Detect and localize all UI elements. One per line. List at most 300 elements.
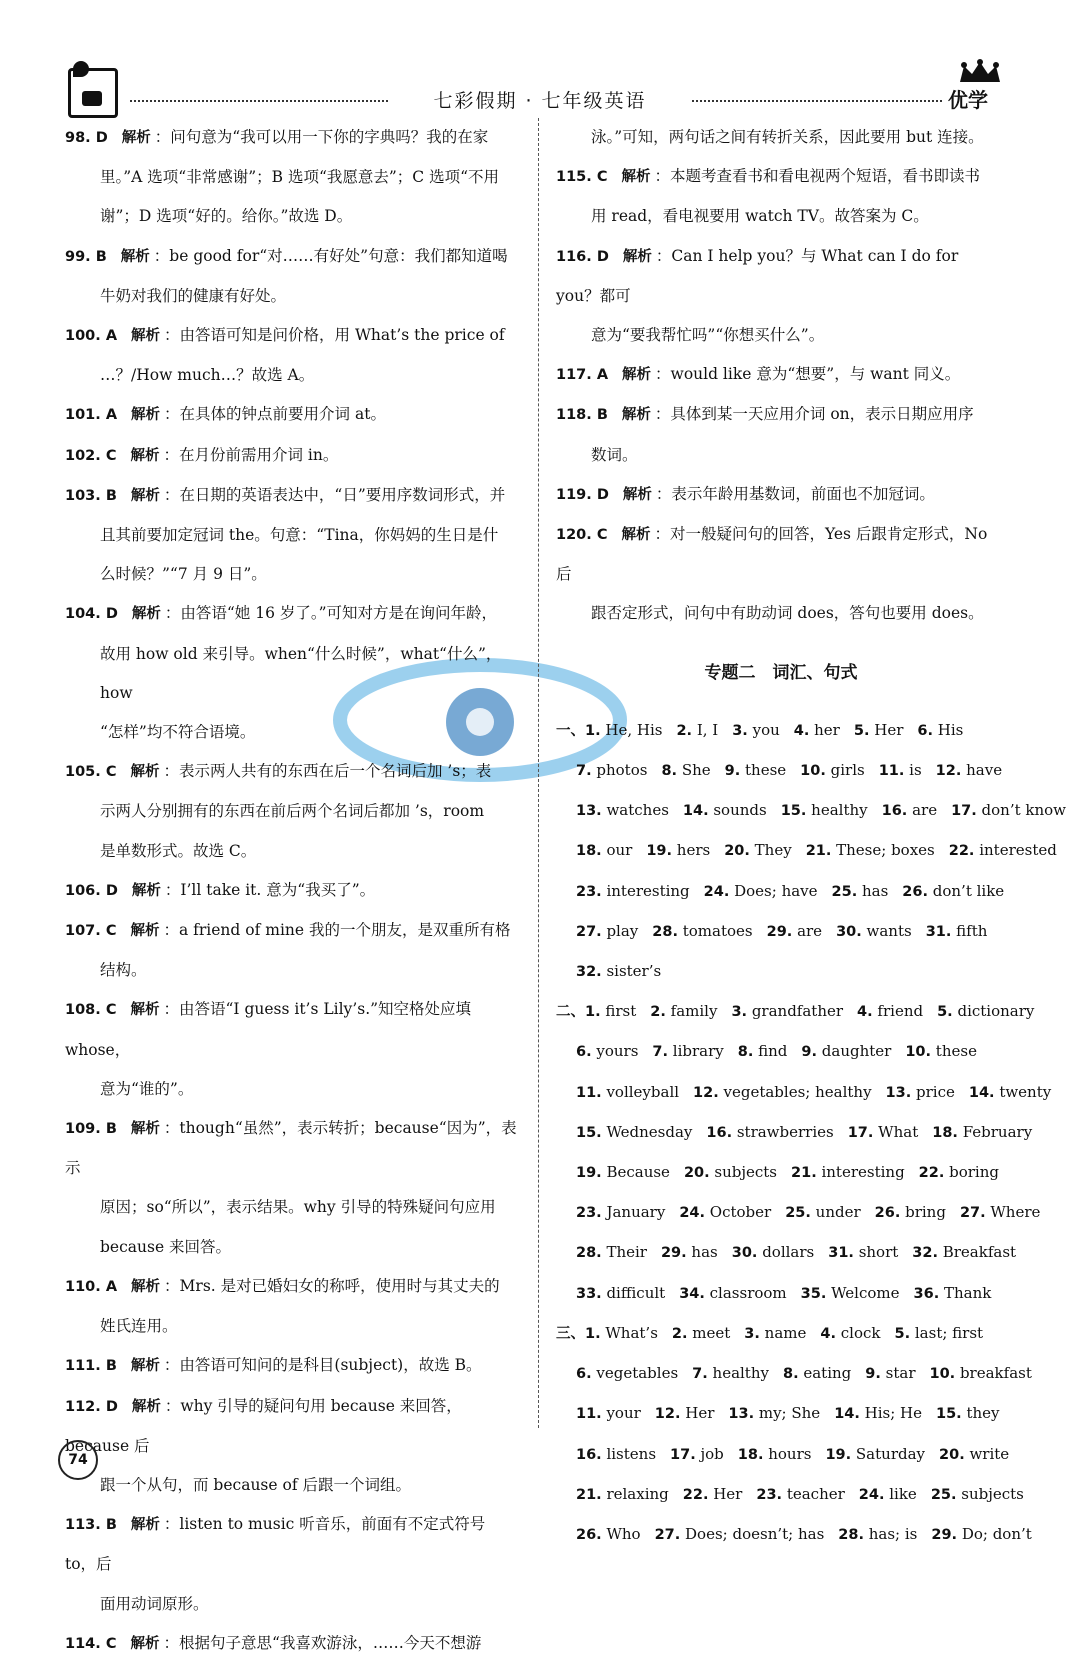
explanation-label: 解析 — [130, 1635, 160, 1652]
explanation-text: ：a friend of mine 我的一个朋友，是双重所有格 — [163, 921, 511, 940]
answer-number: 7. — [652, 1044, 669, 1061]
answer-entry — [919, 1153, 999, 1193]
answer-entry — [886, 1073, 955, 1113]
answer-entry — [791, 1153, 905, 1193]
answer-word: Because — [601, 1163, 670, 1182]
explanation-text: ：Can I help you？与 What can I do for you？都可 — [556, 246, 959, 305]
answer-entry — [820, 1314, 880, 1354]
answer-entry — [576, 1193, 665, 1233]
explanation-text: ：对一般疑问句的回答，Yes 后跟肯定形式，No 后 — [556, 525, 988, 584]
answer-word: are — [907, 801, 938, 820]
answer-word: February — [957, 1122, 1033, 1141]
answer-number: 2. — [671, 1325, 688, 1342]
explanation-text: 且其前要加定冠词 the。句意：“Tina，你妈妈的生日是什 — [100, 526, 499, 545]
answer-word: twenty — [994, 1082, 1052, 1101]
explanation-text: ：本题考查看书和看电视两个短语，看书即读书 — [654, 167, 980, 186]
answer-number: 7. — [692, 1366, 708, 1383]
answer-word: His; He — [859, 1404, 922, 1423]
answer-entry — [801, 1274, 900, 1314]
answer-number: 7. — [576, 763, 592, 780]
answer-number: 11. — [878, 763, 905, 780]
explanation-label: 解析 — [622, 367, 652, 384]
answer-number: 8. — [782, 1366, 799, 1383]
explanation-text: 跟否定形式，问句中有助动词 does，答句也要用 does。 — [591, 604, 984, 623]
answer-number: 26. — [576, 1526, 602, 1543]
explanation-label: 解析 — [130, 487, 160, 504]
answer-word: Her — [708, 1484, 743, 1503]
answer-explanation-line — [65, 197, 521, 236]
answer-number: 10. — [905, 1044, 932, 1061]
answer-entry — [576, 1153, 670, 1193]
answer-number: 23. — [576, 1205, 602, 1222]
question-number: 107. C — [65, 923, 117, 940]
answer-word: subjects — [709, 1163, 778, 1182]
question-number: 118. B — [556, 407, 608, 424]
explanation-text: 跟一个从句，而 because of 后跟一个词组。 — [100, 1475, 411, 1494]
answer-entry — [706, 1113, 833, 1153]
question-number: 105. C — [65, 764, 117, 781]
answer-word: volleyball — [601, 1082, 680, 1101]
answer-word: I, I — [692, 720, 719, 739]
answer-number: 21. — [805, 843, 832, 860]
answer-word: healthy — [806, 801, 868, 820]
answer-word: Wednesday — [601, 1122, 693, 1141]
answer-number: 29. — [660, 1245, 687, 1262]
answer-number: 27. — [576, 923, 602, 940]
answer-entry — [882, 791, 937, 831]
answer-row — [556, 1153, 1006, 1193]
answer-word: family — [665, 1002, 718, 1021]
answer-word: healthy — [707, 1364, 769, 1383]
answer-word: don’t like — [927, 881, 1005, 900]
answer-number: 18. — [576, 843, 602, 860]
answer-entry — [655, 1394, 715, 1434]
answer-number: 12. — [935, 763, 962, 780]
answer-entry — [646, 831, 710, 871]
answer-entry — [576, 1032, 638, 1072]
answer-entry — [585, 1314, 658, 1354]
answer-number: 12. — [654, 1406, 681, 1423]
answer-number: 19. — [825, 1446, 852, 1463]
explanation-text: 用 read，看电视要用 watch TV。故答案为 C。 — [591, 207, 929, 226]
explanation-text: ：在具体的钟点前要用介词 at。 — [164, 405, 386, 424]
answer-number: 15. — [576, 1124, 602, 1141]
explanation-text: ：would like 意为“想要”，与 want 同义。 — [655, 365, 961, 384]
explanation-label: 解析 — [130, 1358, 160, 1375]
answer-entry — [576, 1113, 692, 1153]
answer-word: He, His — [600, 720, 663, 739]
answer-row — [556, 751, 1006, 791]
answer-explanation-line — [65, 1307, 521, 1346]
answer-entry — [875, 1193, 946, 1233]
answer-word: our — [601, 841, 633, 860]
explanation-text: ：why 引导的疑问句用 because 来回答，because 后 — [65, 1396, 462, 1455]
answer-number: 16. — [881, 803, 908, 820]
answer-row — [556, 1073, 1052, 1113]
answer-entry — [652, 1032, 723, 1072]
answer-word: clock — [836, 1323, 881, 1342]
answer-word: Welcome — [826, 1283, 900, 1302]
answer-number: 5. — [894, 1325, 911, 1342]
answer-entry — [848, 1113, 919, 1153]
explanation-text: 是单数形式。故选 C。 — [100, 841, 257, 860]
answer-number: 1. — [585, 1004, 601, 1021]
answer-explanation-line — [556, 355, 1006, 395]
answer-number: 14. — [968, 1084, 995, 1101]
answer-entry — [576, 1354, 678, 1394]
answer-entry — [585, 711, 662, 751]
answer-word: her — [809, 720, 840, 739]
explanation-text: because 来回答。 — [100, 1237, 232, 1256]
answer-entry — [576, 1475, 669, 1515]
answer-group-prefix: 三、 — [556, 1325, 585, 1342]
answer-number: 13. — [728, 1406, 755, 1423]
answer-word: vegetables — [591, 1364, 679, 1383]
answer-number: 12. — [693, 1084, 719, 1101]
answer-word: Do; don’t — [957, 1524, 1032, 1543]
answer-entry — [576, 1435, 656, 1475]
answer-entry — [806, 831, 935, 871]
answer-entry — [731, 992, 843, 1032]
answer-entry — [670, 1435, 724, 1475]
answer-word: short — [853, 1243, 899, 1262]
explanation-text: 姓氏连用。 — [100, 1317, 178, 1336]
header-dotted-rule — [130, 100, 388, 102]
answer-entry — [865, 1354, 915, 1394]
answer-entry — [576, 1515, 641, 1555]
answer-number: 14. — [682, 803, 709, 820]
answer-word: boring — [944, 1163, 999, 1182]
answer-entry — [931, 1475, 1024, 1515]
explanation-label: 解析 — [130, 1517, 160, 1534]
answer-word: has; is — [863, 1524, 918, 1543]
answer-number: 32. — [576, 964, 602, 981]
explanation-label: 解析 — [622, 486, 652, 503]
answer-word: price — [911, 1082, 955, 1101]
explanation-label: 解析 — [621, 407, 651, 424]
answer-word: teacher — [782, 1484, 845, 1503]
answer-number: 35. — [800, 1285, 827, 1302]
answer-explanation-line — [556, 515, 1006, 594]
answer-explanation-line — [65, 752, 521, 792]
answer-word: She — [677, 761, 711, 780]
answer-word: last; first — [910, 1323, 984, 1342]
answer-entry — [693, 1073, 872, 1113]
answer-explanation-line — [65, 635, 521, 713]
answer-number: 2. — [650, 1004, 666, 1021]
answer-number: 27. — [959, 1205, 986, 1222]
answer-row — [556, 1515, 1032, 1555]
answer-number: 31. — [925, 923, 952, 940]
answer-entry — [937, 992, 1034, 1032]
answer-entry — [576, 751, 647, 791]
answer-number: 9. — [801, 1044, 818, 1061]
answer-word: subjects — [956, 1484, 1024, 1503]
answer-explanation-line — [65, 990, 521, 1069]
answer-word: sister’s — [601, 962, 662, 981]
explanation-label: 解析 — [130, 447, 160, 464]
answer-word: my; She — [754, 1404, 821, 1423]
answer-explanation-line — [556, 594, 1006, 633]
answer-word: difficult — [601, 1283, 666, 1302]
explanation-text: ：表示两人共有的东西在后一个名词后加 ’s；表 — [163, 762, 492, 781]
answer-entry — [679, 1193, 771, 1233]
answer-explanation-line — [65, 1585, 521, 1624]
answer-entry — [838, 1515, 917, 1555]
answer-word: Her — [680, 1404, 715, 1423]
answer-entry — [939, 1435, 1009, 1475]
answer-explanation-line — [65, 871, 521, 911]
answer-word: is — [904, 761, 922, 780]
answer-row — [556, 872, 1006, 912]
explanation-text: 意为“要我帮忙吗”“你想买什么”。 — [591, 326, 825, 345]
answer-explanation-line — [65, 436, 521, 476]
answer-entry — [732, 1233, 815, 1273]
answer-number: 26. — [902, 883, 928, 900]
answer-entry — [825, 1435, 925, 1475]
answer-word: What — [873, 1122, 919, 1141]
question-number: 99. B — [65, 248, 107, 265]
explanation-text: 面用动词原形。 — [100, 1594, 209, 1613]
answer-explanation-line — [65, 1228, 521, 1267]
explanation-text: “怎样”均不符合语境。 — [100, 723, 256, 742]
answer-row — [556, 1314, 1006, 1354]
answer-explanation-line — [65, 316, 521, 356]
answer-explanation-line — [556, 237, 1006, 316]
answer-number: 20. — [724, 843, 750, 860]
answer-explanation-line — [556, 475, 1006, 515]
answer-explanation-line — [65, 1188, 521, 1227]
answer-number: 21. — [576, 1486, 602, 1503]
answer-number: 15. — [936, 1406, 962, 1423]
explanation-text: 数词。 — [591, 445, 638, 464]
answer-word: interesting — [816, 1163, 905, 1182]
answer-number: 17. — [670, 1446, 696, 1463]
explanation-text: ：由答语可知问的是科目(subject)，故选 B。 — [163, 1356, 482, 1375]
answer-explanation-line — [556, 436, 1006, 475]
answer-entry — [652, 912, 752, 952]
answer-row — [556, 992, 1035, 1032]
explanation-text: ：表示年龄用基数词，前面也不加冠词。 — [655, 484, 935, 503]
answer-number: 13. — [885, 1084, 912, 1101]
answer-word: these — [931, 1042, 977, 1061]
answer-entry — [692, 1354, 769, 1394]
answer-entry — [585, 992, 636, 1032]
answer-word: Breakfast — [937, 1243, 1017, 1262]
answer-number: 2. — [676, 722, 693, 739]
question-number: 108. C — [65, 1002, 117, 1019]
answer-word: has — [857, 881, 889, 900]
answer-entry — [728, 1394, 820, 1434]
answer-explanation-line — [65, 713, 521, 752]
answer-word: tomatoes — [677, 921, 753, 940]
answer-explanation-line — [556, 197, 1006, 236]
answer-number: 4. — [857, 1004, 873, 1021]
answer-word: Saturday — [851, 1444, 926, 1463]
answer-number: 22. — [918, 1165, 945, 1182]
answer-entry — [800, 751, 865, 791]
answer-word: write — [964, 1444, 1010, 1463]
answer-explanation-line — [65, 516, 521, 555]
brand-logo: 优学 — [948, 88, 988, 112]
answer-explanation-line — [65, 118, 521, 158]
question-number: 113. B — [65, 1517, 117, 1534]
answer-entry — [732, 711, 780, 751]
answer-entry — [738, 1435, 812, 1475]
answer-word: under — [810, 1203, 861, 1222]
answer-entry — [650, 992, 717, 1032]
answer-explanation-line — [556, 157, 1006, 197]
answer-entry — [932, 1113, 1032, 1153]
right-column — [556, 118, 1067, 1555]
question-number: 120. C — [556, 527, 608, 544]
answer-word: His — [932, 720, 964, 739]
answer-word: Where — [985, 1203, 1041, 1222]
answer-word: eating — [798, 1364, 852, 1383]
answer-word: January — [601, 1203, 666, 1222]
answer-number: 28. — [838, 1526, 864, 1543]
answer-word: star — [880, 1364, 916, 1383]
answer-number: 24. — [703, 883, 730, 900]
answer-number: 3. — [731, 1004, 748, 1021]
answer-entry — [879, 751, 922, 791]
answer-explanation-line — [65, 911, 521, 951]
answer-number: 22. — [948, 843, 975, 860]
answer-entry — [905, 1032, 977, 1072]
explanation-text: ：由答语“她 16 岁了。”可知对方是在询问年龄， — [164, 604, 498, 623]
answer-number: 6. — [576, 1044, 592, 1061]
answer-number: 6. — [576, 1366, 592, 1383]
answer-entry — [917, 711, 963, 751]
answer-word: Does; doesn’t; has — [680, 1524, 825, 1543]
answer-entry — [781, 791, 868, 831]
answer-explanation-line — [65, 356, 521, 395]
answer-group-prefix: 一、 — [556, 722, 585, 739]
answer-number: 4. — [820, 1325, 836, 1342]
explanation-label: 解析 — [131, 328, 161, 345]
answer-entry — [704, 872, 818, 912]
question-number: 119. D — [556, 486, 609, 503]
answer-row — [556, 831, 1057, 871]
section-title: 专题二 词汇、句式 — [704, 662, 858, 683]
answer-entry — [969, 1073, 1051, 1113]
answer-entry — [576, 1233, 647, 1273]
answer-word: fifth — [951, 921, 988, 940]
answer-entry — [914, 1274, 992, 1314]
explanation-label: 解析 — [130, 1002, 160, 1019]
answer-word: Does; have — [729, 881, 818, 900]
answer-word: daughter — [817, 1042, 892, 1061]
answer-explanation-line — [65, 1346, 521, 1386]
answer-word: photos — [591, 761, 648, 780]
answer-word: Thank — [939, 1283, 992, 1302]
answer-word: These; boxes — [831, 841, 935, 860]
answer-number: 33. — [576, 1285, 602, 1302]
answer-number: 17. — [847, 1124, 874, 1141]
answer-row — [556, 1435, 1010, 1475]
answer-word: girls — [825, 761, 865, 780]
answer-number: 6. — [917, 722, 933, 739]
answer-entry — [683, 791, 767, 831]
answer-number: 18. — [932, 1124, 958, 1141]
explanation-label: 解析 — [120, 248, 150, 265]
answer-word: they — [961, 1404, 1000, 1423]
answer-number: 28. — [576, 1245, 602, 1262]
explanation-label: 解析 — [131, 882, 161, 899]
answer-entry — [794, 711, 840, 751]
explanation-text: 原因；so“所以”，表示结果。why 引导的特殊疑问句应用 — [100, 1198, 496, 1217]
answer-entry — [857, 992, 923, 1032]
answer-entry — [936, 1394, 1000, 1434]
answer-entry — [576, 1394, 641, 1434]
answer-number: 25. — [930, 1486, 957, 1503]
answer-word: are — [792, 921, 823, 940]
answer-explanation-line — [65, 158, 521, 197]
answer-number: 21. — [791, 1165, 817, 1182]
answer-entry — [683, 1475, 743, 1515]
answer-number: 26. — [874, 1205, 901, 1222]
question-number: 114. C — [65, 1635, 117, 1652]
answer-word: wants — [861, 921, 912, 940]
question-number: 112. D — [65, 1398, 118, 1415]
answer-explanation-line — [65, 792, 521, 831]
explanation-label: 解析 — [131, 1278, 161, 1295]
answer-word: like — [884, 1484, 917, 1503]
page-number-label: 74 — [58, 1440, 98, 1480]
explanation-text: 谢”；D 选项“好的。给你。”故选 D。 — [100, 207, 353, 226]
explanation-label: 解析 — [622, 248, 652, 265]
question-number: 110. A — [65, 1278, 118, 1295]
answer-word: name — [759, 1323, 807, 1342]
answer-word: dictionary — [952, 1002, 1035, 1021]
answer-explanation-line — [556, 316, 1006, 355]
explanation-text: ：在月份前需用介词 in。 — [163, 445, 339, 464]
answer-number: 11. — [576, 1406, 602, 1423]
answer-row — [556, 1032, 1006, 1072]
answer-word: find — [753, 1042, 788, 1061]
answer-number: 28. — [652, 923, 678, 940]
answer-word: dollars — [757, 1243, 815, 1262]
explanation-text: 结构。 — [100, 961, 147, 980]
answer-word: don’t know — [976, 801, 1067, 820]
answer-entry — [785, 1193, 860, 1233]
explanation-text: ：be good for“对……有好处”句意：我们都知道喝 — [153, 246, 508, 265]
answer-word: Their — [601, 1243, 647, 1262]
answer-explanation-line — [65, 1267, 521, 1307]
explanation-text: 牛奶对我们的健康有好处。 — [100, 286, 287, 305]
answer-explanation-line — [65, 476, 521, 516]
question-number: 104. D — [65, 606, 118, 623]
answer-number: 30. — [731, 1245, 758, 1262]
answer-word: hours — [763, 1444, 812, 1463]
answer-entry — [936, 751, 1002, 791]
explanation-text: ：问句意为“我可以用一下你的字典吗？我的在家 — [154, 128, 489, 146]
answer-word: bring — [900, 1203, 946, 1222]
answer-row — [556, 912, 1006, 952]
answer-entry — [576, 952, 661, 992]
answer-word: sounds — [708, 801, 767, 820]
answer-row — [556, 1113, 1033, 1153]
answer-entry — [576, 1274, 665, 1314]
answer-number: 20. — [683, 1165, 710, 1182]
left-column — [65, 118, 521, 1664]
crown-icon — [958, 60, 1002, 84]
answer-explanation-line — [65, 1109, 521, 1188]
answer-entry — [836, 912, 912, 952]
answer-entry — [756, 1475, 844, 1515]
explanation-text: ：though“虽然”，表示转折；because“因为”，表示 — [65, 1119, 517, 1178]
answer-entry — [676, 711, 718, 751]
